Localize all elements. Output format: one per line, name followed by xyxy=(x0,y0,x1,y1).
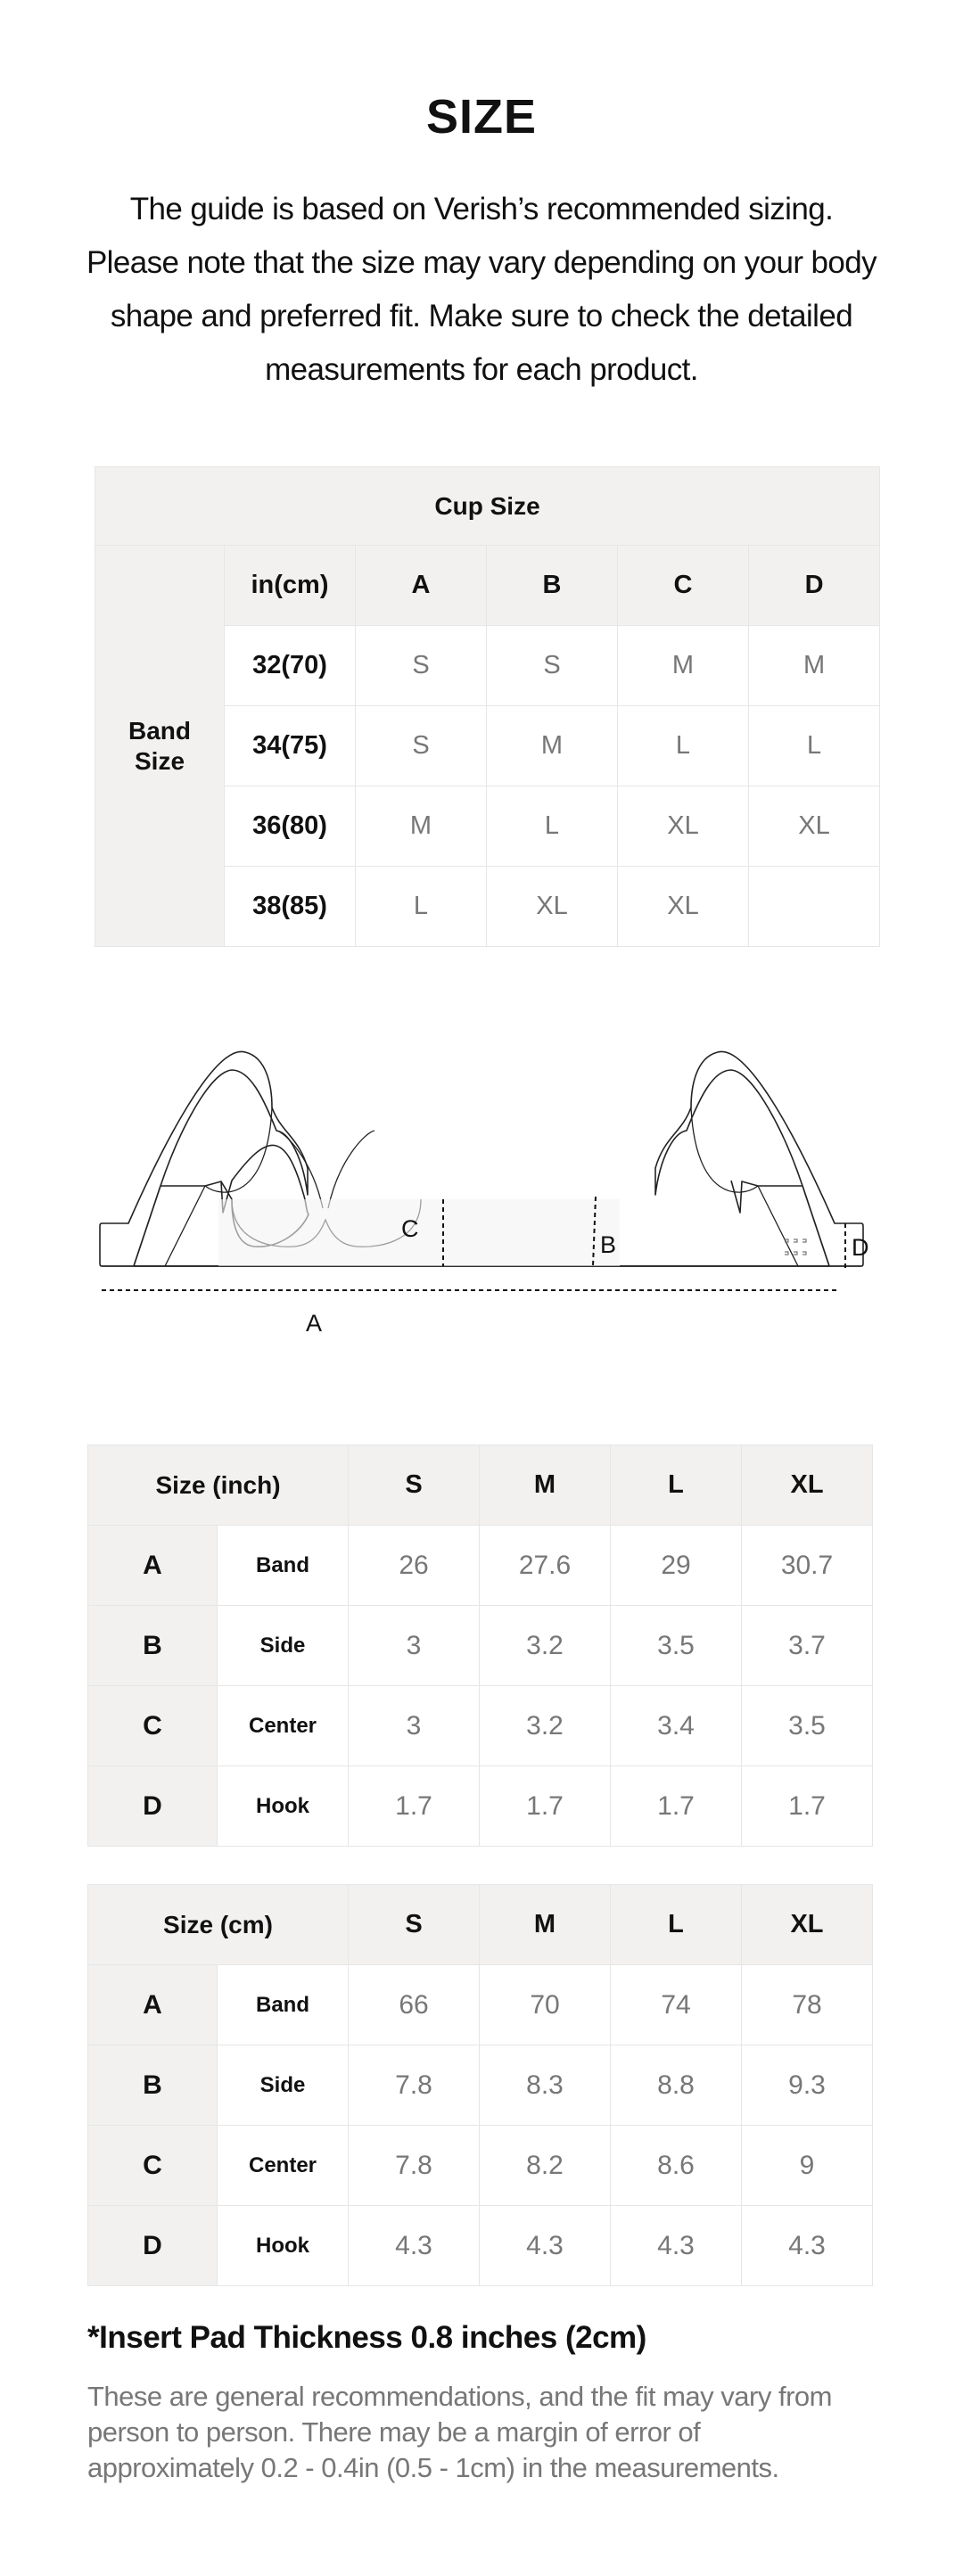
cm-corner-header: Size (cm) xyxy=(88,1885,349,1965)
col-header-l: L xyxy=(611,1445,742,1526)
size-cell: M xyxy=(356,786,487,867)
cup-header-b: B xyxy=(487,546,618,626)
row-letter: A xyxy=(88,1965,218,2045)
col-header-l: L xyxy=(611,1885,742,1965)
col-header-xl: XL xyxy=(742,1885,873,1965)
size-cell: L xyxy=(487,786,618,867)
band-size-label xyxy=(95,546,225,947)
row-letter: D xyxy=(88,1766,218,1847)
measurement-cell: 7.8 xyxy=(349,2045,480,2126)
band-value: 38(85) xyxy=(225,867,356,947)
measurement-cell: 8.2 xyxy=(480,2126,611,2206)
measurement-cell: 9 xyxy=(742,2126,873,2206)
measurement-cell: 4.3 xyxy=(480,2206,611,2286)
measurement-cell: 4.3 xyxy=(611,2206,742,2286)
band-value: 34(75) xyxy=(225,706,356,786)
measurement-cell: 4.3 xyxy=(742,2206,873,2286)
size-cell: M xyxy=(749,626,880,706)
cup-header-a: A xyxy=(356,546,487,626)
measurement-cell: 1.7 xyxy=(742,1766,873,1847)
measurement-cell: 30.7 xyxy=(742,1526,873,1606)
measurement-cell: 66 xyxy=(349,1965,480,2045)
row-letter: C xyxy=(88,2126,218,2206)
unit-header: in(cm) xyxy=(225,546,356,626)
measurement-cell: 3.2 xyxy=(480,1606,611,1686)
measurement-cell: 3.4 xyxy=(611,1686,742,1766)
table-row xyxy=(88,1766,873,1847)
row-letter: B xyxy=(88,1606,218,1686)
measurement-cell: 8.8 xyxy=(611,2045,742,2126)
size-cell xyxy=(749,867,880,947)
measurement-cell: 9.3 xyxy=(742,2045,873,2126)
size-cm-table xyxy=(87,1884,873,2286)
row-name: Side xyxy=(218,2045,349,2126)
band-value: 32(70) xyxy=(225,626,356,706)
size-cell: S xyxy=(487,626,618,706)
row-name: Band xyxy=(218,1526,349,1606)
col-header-m: M xyxy=(480,1885,611,1965)
row-name: Hook xyxy=(218,2206,349,2286)
table-row xyxy=(88,2206,873,2286)
row-letter: D xyxy=(88,2206,218,2286)
label-a: A xyxy=(306,1310,323,1337)
measurement-cell: 1.7 xyxy=(480,1766,611,1847)
cup-header-d: D xyxy=(749,546,880,626)
size-cell: S xyxy=(356,706,487,786)
row-name: Band xyxy=(218,1965,349,2045)
measurement-cell: 1.7 xyxy=(611,1766,742,1847)
col-header-xl: XL xyxy=(742,1445,873,1526)
measurement-cell: 3.7 xyxy=(742,1606,873,1686)
cup-size-title-row xyxy=(95,467,880,546)
table-row xyxy=(88,1686,873,1766)
measurement-cell: 78 xyxy=(742,1965,873,2045)
row-letter: B xyxy=(88,2045,218,2126)
table-row xyxy=(88,2045,873,2126)
measurement-cell: 1.7 xyxy=(349,1766,480,1847)
size-cell: L xyxy=(356,867,487,947)
row-letter: C xyxy=(88,1686,218,1766)
inch-header-row xyxy=(88,1445,873,1526)
measurement-cell: 3 xyxy=(349,1606,480,1686)
band-label-line1: Band xyxy=(128,716,191,745)
inch-corner-header: Size (inch) xyxy=(88,1445,349,1526)
measurement-cell: 3.2 xyxy=(480,1686,611,1766)
bra-illustration-icon xyxy=(89,1025,874,1364)
size-cell: M xyxy=(618,626,749,706)
cup-size-table xyxy=(95,466,880,947)
insert-pad-note: *Insert Pad Thickness 0.8 inches (2cm) xyxy=(87,2320,646,2355)
size-cell: L xyxy=(749,706,880,786)
col-header-m: M xyxy=(480,1445,611,1526)
cm-header-row xyxy=(88,1885,873,1965)
row-letter: A xyxy=(88,1526,218,1606)
label-c: C xyxy=(401,1215,419,1242)
row-name: Center xyxy=(218,1686,349,1766)
size-cell: XL xyxy=(618,867,749,947)
bra-measurement-diagram xyxy=(89,1025,874,1364)
table-row xyxy=(88,2126,873,2206)
size-cell: S xyxy=(356,626,487,706)
label-b: B xyxy=(600,1231,617,1258)
measurement-cell: 70 xyxy=(480,1965,611,2045)
row-name: Center xyxy=(218,2126,349,2206)
label-d: D xyxy=(852,1234,869,1261)
size-cell: XL xyxy=(618,786,749,867)
size-cell: L xyxy=(618,706,749,786)
col-header-s: S xyxy=(349,1445,480,1526)
table-row xyxy=(88,1965,873,2045)
measurement-cell: 27.6 xyxy=(480,1526,611,1606)
measurement-cell: 3 xyxy=(349,1686,480,1766)
measurement-cell: 3.5 xyxy=(611,1606,742,1686)
table-row xyxy=(88,1526,873,1606)
measurement-cell: 29 xyxy=(611,1526,742,1606)
cup-header-c: C xyxy=(618,546,749,626)
size-cell: M xyxy=(487,706,618,786)
band-value: 36(80) xyxy=(225,786,356,867)
cup-header-row xyxy=(95,546,880,626)
intro-text: The guide is based on Verish’s recommended sizing. Please note that the size may vary depending on your body shape and preferred fit. Make sure to check the detailed measurements for each product. xyxy=(86,192,877,387)
measurement-cell: 3.5 xyxy=(742,1686,873,1766)
measurement-cell: 26 xyxy=(349,1526,480,1606)
measurement-cell: 7.8 xyxy=(349,2126,480,2206)
measurement-cell: 74 xyxy=(611,1965,742,2045)
size-cell: XL xyxy=(749,786,880,867)
col-header-s: S xyxy=(349,1885,480,1965)
measurement-cell: 4.3 xyxy=(349,2206,480,2286)
fit-disclaimer: These are general recommendations, and the fit may vary from person to person. There may be a margin of error of approximately 0.2 - 0.4in (0.5 - 1cm) in the measurements. xyxy=(87,2381,832,2483)
size-cell: XL xyxy=(487,867,618,947)
size-inch-table xyxy=(87,1444,873,1847)
table-row xyxy=(88,1606,873,1686)
band-label-line2: Size xyxy=(134,746,185,775)
measurement-cell: 8.6 xyxy=(611,2126,742,2206)
cup-size-title: Cup Size xyxy=(95,467,880,546)
row-name: Side xyxy=(218,1606,349,1686)
row-name: Hook xyxy=(218,1766,349,1847)
page-title: SIZE xyxy=(425,90,538,144)
measurement-cell: 8.3 xyxy=(480,2045,611,2126)
